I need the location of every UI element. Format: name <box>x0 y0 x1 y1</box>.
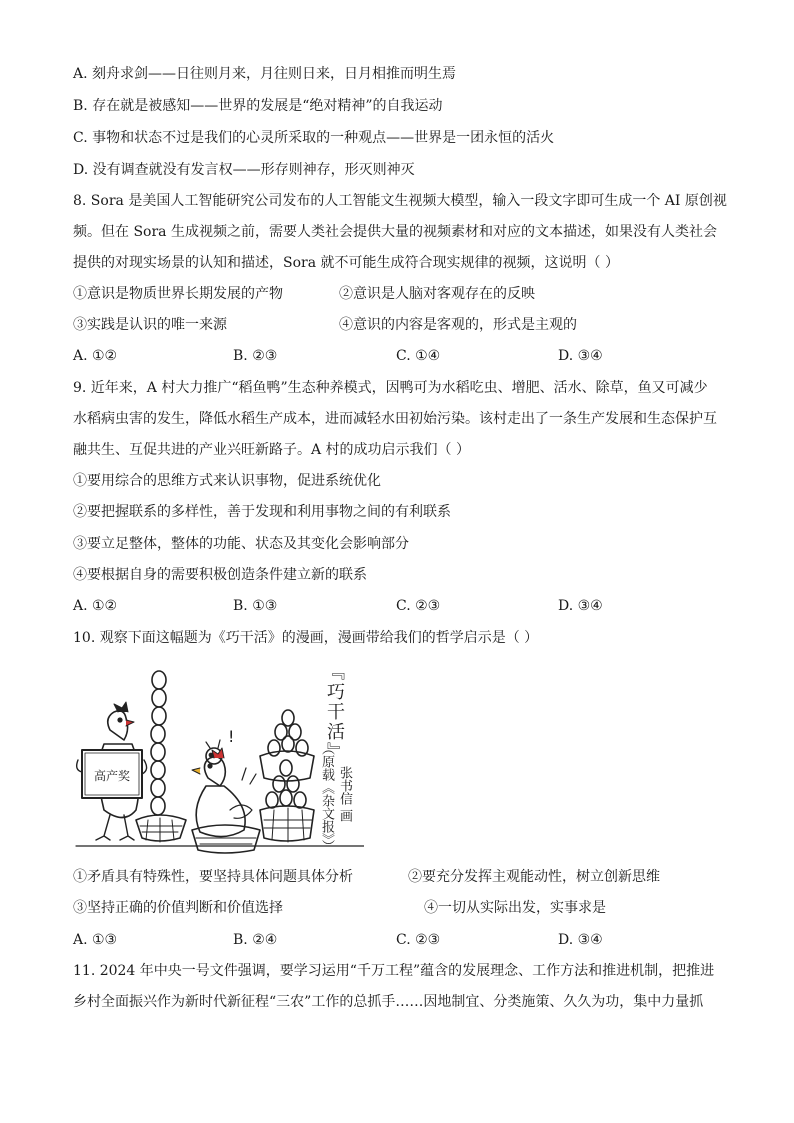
q10-statement-3: ③坚持正确的价值判断和价值选择 <box>73 900 283 916</box>
q7-option-c: C. 事物和状态不过是我们的心灵所采取的一种观点——世界是一团永恒的活火 <box>73 130 555 146</box>
q10-choice-a: A. ①③ <box>73 932 118 948</box>
egg <box>151 779 165 797</box>
q10-choice-c: C. ②③ <box>396 932 441 948</box>
egg <box>273 776 285 792</box>
q8-choice-d: D. ③④ <box>558 348 603 364</box>
q10-stem: 10. 观察下面这幅题为《巧干活》的漫画，漫画带给我们的哲学启示是（ ） <box>73 630 539 646</box>
q9-choice-a: A. ①② <box>73 598 118 614</box>
q9-stem-line3: 融共生、互促共进的产业兴旺新路子。A 村的成功启示我们（ ） <box>73 442 471 458</box>
cartoon-credit: 张书信 画 <box>337 766 352 823</box>
egg-basket <box>260 806 314 841</box>
cartoon-title: 『巧干活』 <box>324 662 345 762</box>
egg <box>268 740 280 756</box>
egg <box>289 724 301 740</box>
q10-statement-4: ④一切从实际出发，实事求是 <box>424 900 606 916</box>
q8-stem-line1: 8. Sora 是美国人工智能研究公司发布的人工智能文生视频大模型，输入一段文字即可生成一个 AI 原创视 <box>73 193 727 209</box>
q8-statement-2: ②意识是人脑对客观存在的反映 <box>339 286 535 302</box>
q8-choice-c: C. ①④ <box>396 348 441 364</box>
q7-option-a: A. 刻舟求剑——日往则月来，月往则日来，日月相推而明生焉 <box>73 66 457 82</box>
egg <box>280 790 292 806</box>
egg <box>151 797 165 815</box>
egg <box>282 710 294 726</box>
egg <box>287 776 299 792</box>
q9-statement-2: ②要把握联系的多样性，善于发现和利用事物之间的有利联系 <box>73 504 451 520</box>
exclamation-mark: ! <box>228 727 235 746</box>
q9-statement-1: ①要用综合的思维方式来认识事物，促进系统优化 <box>73 473 381 489</box>
egg <box>151 743 165 761</box>
q9-choice-c: C. ②③ <box>396 598 441 614</box>
left-nest <box>136 815 186 841</box>
q8-stem-line3: 提供的对现实场景的认知和描述，Sora 就不可能生成符合现实规律的视频，这说明（ ） <box>73 255 619 271</box>
q11-stem-line1: 11. 2024 年中央一号文件强调，要学习运用“千万工程”蕴含的发展理念、工作方法和推进机制，把推进 <box>73 963 715 979</box>
egg <box>275 724 287 740</box>
egg <box>152 707 166 725</box>
q7-option-d: D. 没有调查就没有发言权——形存则神存，形灭则神灭 <box>73 162 415 178</box>
q9-stem-line1: 9. 近年来，A 村大力推广“稻鱼鸭”生态种养模式，因鸭可为水稻吃虫、增肥、活水、除草，鱼又可减少 <box>73 380 708 396</box>
right-hen-body <box>196 786 245 837</box>
q9-statement-3: ③要立足整体，整体的功能、状态及其变化会影响部分 <box>73 536 409 552</box>
q8-choice-a: A. ①② <box>73 348 118 364</box>
egg <box>266 792 278 808</box>
egg <box>151 761 165 779</box>
q8-stem-line2: 频。但在 Sora 生成视频之前，需要人类社会提供大量的视频素材和对应的文本描述，如果没有人类社会 <box>73 224 717 240</box>
q7-option-b: B. 存在就是被感知——世界的发展是“绝对精神”的自我运动 <box>73 98 443 114</box>
egg <box>280 760 292 776</box>
egg <box>151 725 165 743</box>
q11-stem-line2: 乡村全面振兴作为新时代新征程“三农”工作的总抓手……因地制宜、分类施策、久久为功，集中力量抓 <box>73 994 704 1010</box>
sign-text: 高产奖 <box>93 769 131 783</box>
q10-choice-b: B. ②④ <box>233 932 278 948</box>
q9-choice-b: B. ①③ <box>233 598 278 614</box>
q8-statement-1: ①意识是物质世界长期发展的产物 <box>73 286 283 302</box>
cartoon-source: （原载《杂文报》） <box>319 742 334 853</box>
q9-statement-4: ④要根据自身的需要积极创造条件建立新的联系 <box>73 567 367 583</box>
q10-statement-1: ①矛盾具有特殊性，要坚持具体问题具体分析 <box>73 869 353 885</box>
egg <box>294 792 306 808</box>
front-basket <box>192 825 260 853</box>
egg <box>296 740 308 756</box>
q9-stem-line2: 水稻病虫害的发生，降低水稻生产成本，进而减轻水田初始污染。该村走出了一条生产发展和生态保护互 <box>73 411 717 427</box>
q8-statement-3: ③实践是认识的唯一来源 <box>73 317 227 333</box>
egg <box>152 689 166 707</box>
q8-choice-b: B. ②③ <box>233 348 278 364</box>
q8-statement-4: ④意识的内容是客观的，形式是主观的 <box>339 317 577 333</box>
q10-statement-2: ②要充分发挥主观能动性，树立创新思维 <box>408 869 660 885</box>
left-chicken-head <box>108 711 128 740</box>
egg <box>152 671 166 689</box>
q10-choice-d: D. ③④ <box>558 932 603 948</box>
q9-choice-d: D. ③④ <box>558 598 603 614</box>
